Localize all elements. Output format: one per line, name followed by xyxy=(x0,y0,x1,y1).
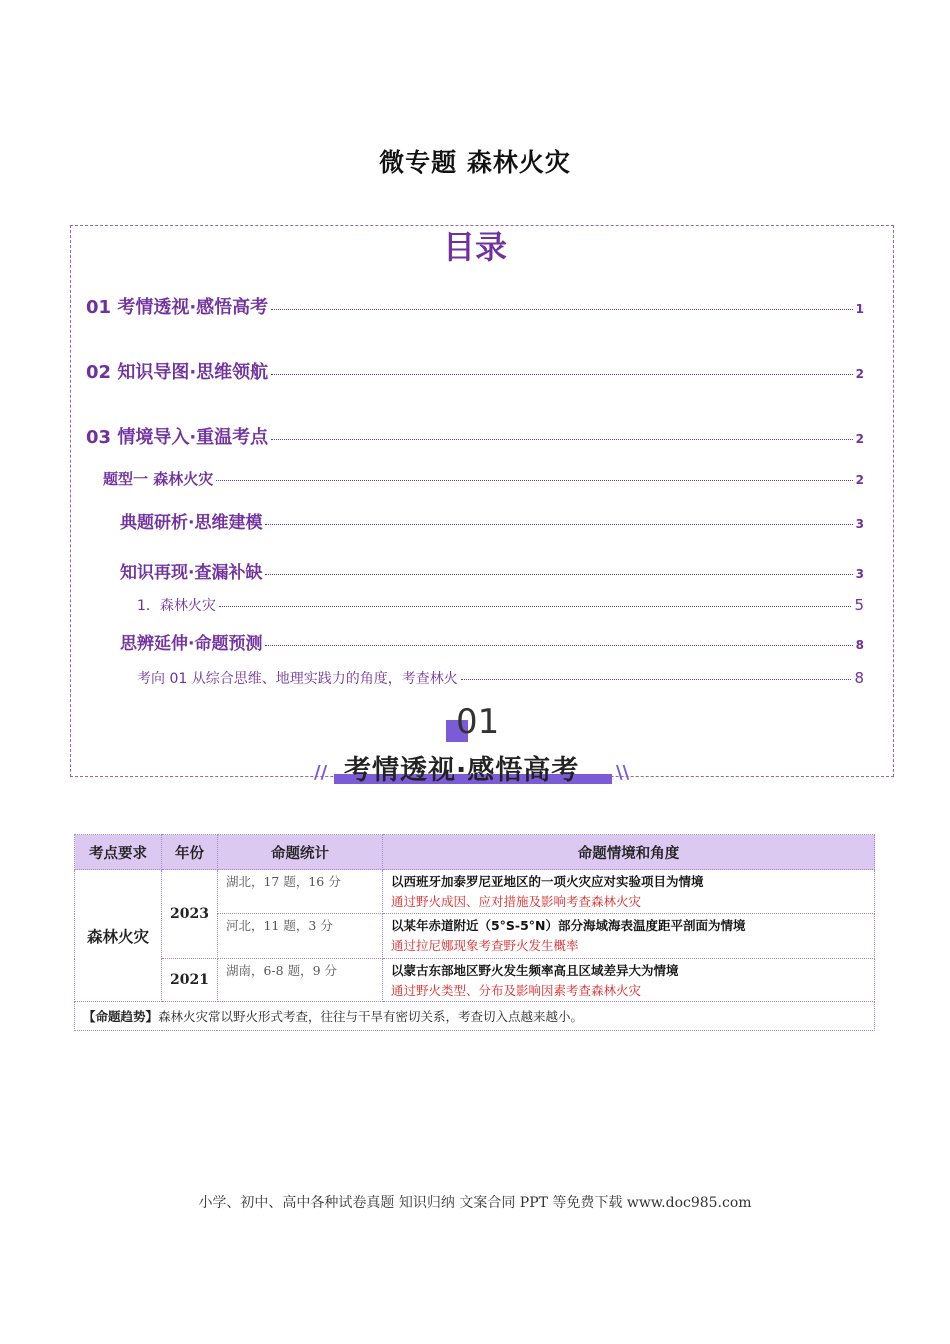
stat-cell: 湖南，6-8 题，9 分 xyxy=(217,959,382,1002)
trend-cell xyxy=(75,1002,875,1031)
exam-statistics-table xyxy=(74,834,875,1031)
toc-entry-forest-fire[interactable]: 1．森林火灾 5 xyxy=(137,596,864,614)
page-footer: 小学、初中、高中各种试卷真题 知识归纳 文案合同 PPT 等免费下载 www.doc985.com xyxy=(198,1195,752,1211)
section-banner xyxy=(310,700,640,790)
topic-cell: 森林火灾 xyxy=(75,870,162,1002)
slash-left-icon: // xyxy=(314,762,328,783)
section-number: 01 xyxy=(456,702,500,742)
table-row xyxy=(75,870,875,914)
toc-entry-section-02[interactable]: 02 知识导图·思维领航 2 xyxy=(86,362,864,383)
section-title: 考情透视·感悟高考 xyxy=(344,755,580,786)
toc-entry-direction-01[interactable]: 考向 01 从综合思维、地理实践力的角度，考查林火 8 xyxy=(137,669,864,687)
toc-heading: 目录 xyxy=(442,228,507,266)
context-cell xyxy=(382,959,874,1002)
context-text: 以某年赤道附近（5°S-5°N）部分海域海表温度距平剖面为情境 xyxy=(390,918,746,933)
year-cell-2021: 2021 xyxy=(162,959,218,1002)
header-requirement: 考点要求 xyxy=(75,835,162,870)
slash-right-icon: \\ xyxy=(616,762,630,783)
toc-entry-section-03[interactable]: 03 情境导入·重温考点 2 xyxy=(86,427,864,448)
angle-text: 通过拉尼娜现象考查野火发生概率 xyxy=(390,938,579,953)
stat-cell: 湖北，17 题，16 分 xyxy=(217,870,382,914)
angle-text: 通过野火类型、分布及影响因素考查森林火灾 xyxy=(390,983,641,998)
header-context: 命题情境和角度 xyxy=(382,835,874,870)
context-text: 以西班牙加泰罗尼亚地区的一项火灾应对实验项目为情境 xyxy=(390,874,704,889)
table-header-row xyxy=(75,835,875,870)
stat-cell: 河北，11 题，3 分 xyxy=(217,914,382,959)
year-cell-2023: 2023 xyxy=(162,870,218,959)
document-title: 微专题 森林火灾 xyxy=(379,148,571,177)
trend-text: 森林火灾常以野火形式考查，往往与干旱有密切关系，考查切入点越来越小。 xyxy=(158,1009,584,1024)
toc-entry-typical-analysis[interactable]: 典题研析·思维建模 3 xyxy=(120,513,864,533)
table-row xyxy=(75,959,875,1002)
toc-entry-extension[interactable]: 思辨延伸·命题预测 8 xyxy=(120,634,864,654)
toc-entry-section-01[interactable]: 01 考情透视·感悟高考 1 xyxy=(86,297,864,318)
context-cell xyxy=(382,870,874,914)
angle-text: 通过野火成因、应对措施及影响考查森林火灾 xyxy=(390,894,641,909)
toc-entry-type-one[interactable]: 题型一 森林火灾 2 xyxy=(103,470,864,488)
trend-row xyxy=(75,1002,875,1031)
context-text: 以蒙古东部地区野火发生频率高且区域差异大为情境 xyxy=(390,963,679,978)
context-cell xyxy=(382,914,874,959)
toc-entry-knowledge-review[interactable]: 知识再现·查漏补缺 3 xyxy=(120,563,864,583)
trend-label: 【命题趋势】 xyxy=(83,1009,159,1024)
header-year: 年份 xyxy=(162,835,218,870)
header-statistics: 命题统计 xyxy=(217,835,382,870)
